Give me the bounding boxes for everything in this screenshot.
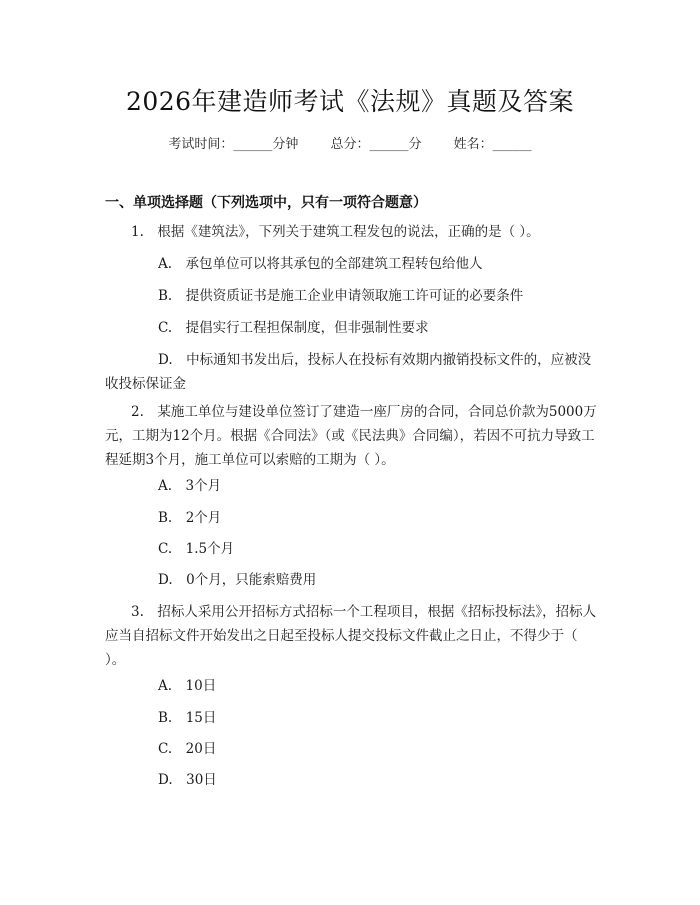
- question-3-option-a: A. 10日: [158, 678, 217, 694]
- question-3-option-d: D. 30日: [158, 772, 217, 788]
- section-title: 一、单项选择题（下列选项中，只有一项符合题意）: [105, 195, 427, 211]
- question-1: 1. 根据《建筑法》，下列关于建筑工程发包的说法，正确的是（ ）。: [131, 224, 540, 240]
- question-2-option-a: A. 3个月: [158, 478, 222, 494]
- question-1-option-b: B. 提供资质证书是施工企业申请领取施工许可证的必要条件: [158, 288, 524, 304]
- question-1-option-a: A. 承包单位可以将其承包的全部建筑工程转包给他人: [158, 256, 483, 272]
- question-1-option-c: C. 提倡实行工程担保制度，但非强制性要求: [158, 320, 429, 336]
- exam-score: 总分：______分: [330, 137, 422, 152]
- exam-time: 考试时间：______分钟: [168, 137, 299, 152]
- question-3-option-c: C. 20日: [158, 741, 217, 757]
- exam-name: 姓名：______: [453, 137, 532, 152]
- question-2-option-c: C. 1.5个月: [158, 541, 235, 557]
- exam-meta: [0, 133, 700, 152]
- question-2: 2. 某施工单位与建设单位签订了建造一座厂房的合同，合同总价款为5000万元，工期为12个月。根据《合同法》（或《民法典》合同编），若因不可抗力导致工程延期3个月，施工单位可以索赔的工期为（ ）。: [105, 404, 597, 468]
- page-title: 2026年建造师考试《法规》真题及答案: [125, 87, 575, 116]
- question-2-option-b: B. 2个月: [158, 510, 222, 526]
- question-3-option-b: B. 15日: [158, 710, 217, 726]
- question-2-option-d: D. 0个月，只能索赔费用: [158, 572, 317, 588]
- question-1-option-d: D. 中标通知书发出后，投标人在投标有效期内撤销投标文件的，应被没收投标保证金: [105, 352, 592, 392]
- question-3: 3. 招标人采用公开招标方式招标一个工程项目，根据《招标投标法》，招标人应当自招标文件开始发出之日起至投标人提交投标文件截止之日止，不得少于（ ）。: [105, 604, 597, 668]
